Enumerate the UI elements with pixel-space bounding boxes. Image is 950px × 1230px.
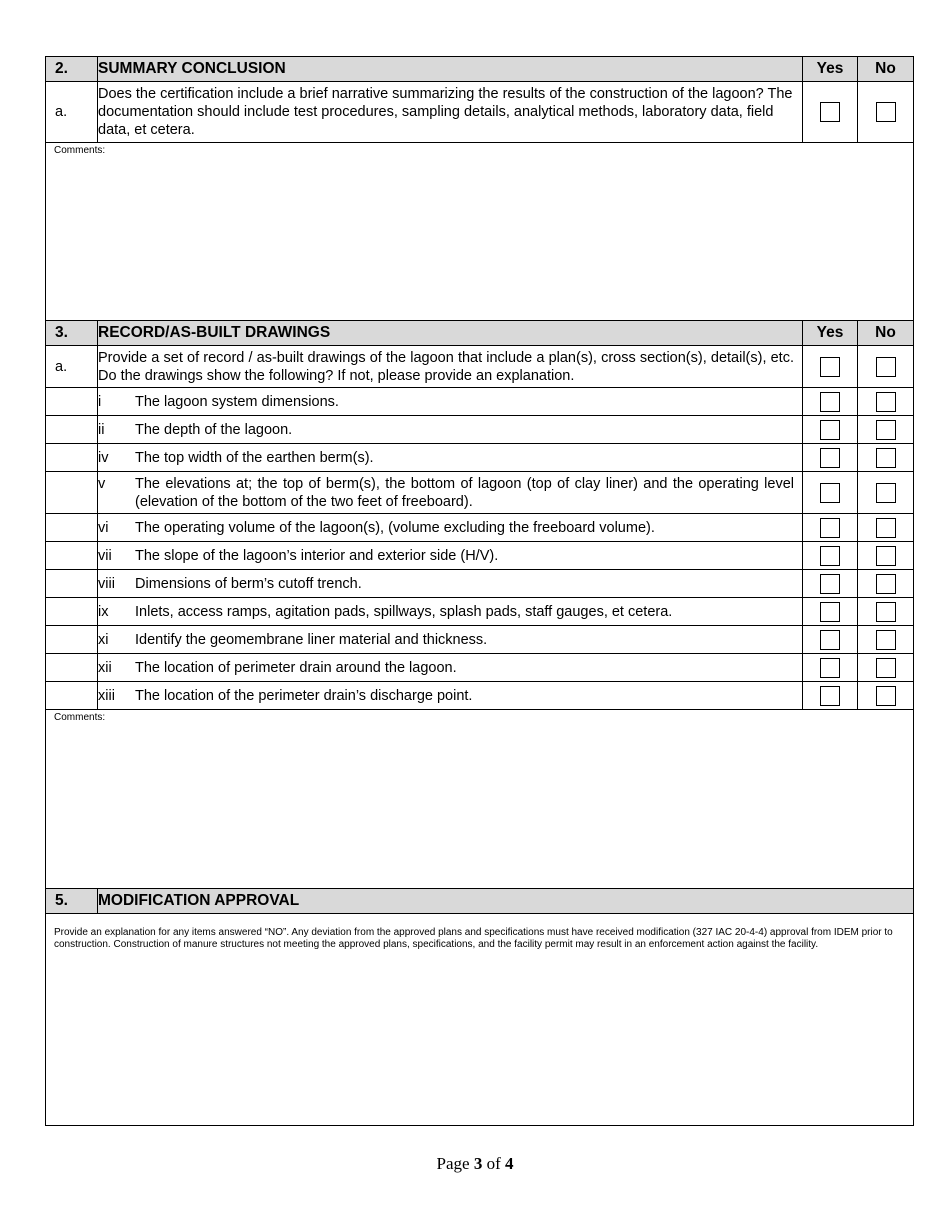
no-checkbox[interactable] bbox=[876, 574, 896, 594]
subitem-text: Dimensions of berm’s cutoff trench. bbox=[135, 575, 362, 592]
modification-instructions: Provide an explanation for any items answered “NO”. Any deviation from the approved plans and specifications must have received modification (327 IAC 20-4-4) approval from IDEM prior to construction. Construction of manure structures not meeting the approved plans, specifications, and the facility permit may result in an enforcement action against the facility. bbox=[54, 927, 893, 950]
of-word: of bbox=[486, 1154, 501, 1173]
subitem-numeral: vii bbox=[98, 547, 112, 564]
section-number: 3. bbox=[46, 321, 98, 346]
section-number: 2. bbox=[46, 57, 98, 82]
subitem-text: The lagoon system dimensions. bbox=[135, 393, 339, 410]
yes-checkbox[interactable] bbox=[820, 420, 840, 440]
section-number: 5. bbox=[46, 889, 98, 914]
no-checkbox[interactable] bbox=[876, 420, 896, 440]
no-column-header: No bbox=[858, 57, 914, 82]
no-checkbox[interactable] bbox=[876, 630, 896, 650]
subitem-text: Inlets, access ramps, agitation pads, spillways, splash pads, staff gauges, et cetera. bbox=[135, 603, 673, 620]
subitem-numeral: ii bbox=[98, 421, 105, 438]
subitem-numeral: viii bbox=[98, 575, 115, 592]
subitem-text: Identify the geomembrane liner material and thickness. bbox=[135, 631, 488, 648]
subitem-numeral: i bbox=[98, 393, 102, 410]
subitem-numeral: ix bbox=[98, 603, 109, 620]
yes-checkbox[interactable] bbox=[820, 546, 840, 566]
section-title: SUMMARY CONCLUSION bbox=[98, 57, 803, 82]
subitem-text: The operating volume of the lagoon(s), (volume excluding the freeboard volume). bbox=[135, 519, 655, 536]
subitem-row bbox=[46, 472, 914, 514]
section-3-header bbox=[46, 321, 914, 346]
comments-field[interactable] bbox=[46, 710, 914, 889]
yes-column-header: Yes bbox=[803, 321, 858, 346]
subitem-numeral: vi bbox=[98, 519, 109, 536]
yes-checkbox[interactable] bbox=[820, 483, 840, 503]
subitem-numeral: xiii bbox=[98, 687, 115, 704]
no-checkbox[interactable] bbox=[876, 658, 896, 678]
yes-checkbox[interactable] bbox=[820, 357, 840, 377]
yes-checkbox[interactable] bbox=[820, 686, 840, 706]
subitem-numeral: xi bbox=[98, 631, 109, 648]
subitem-text: The top width of the earthen berm(s). bbox=[135, 449, 374, 466]
subitem-row bbox=[46, 444, 914, 472]
subitem-row bbox=[46, 654, 914, 682]
yes-checkbox[interactable] bbox=[820, 392, 840, 412]
question-text: Provide a set of record / as-built drawings of the lagoon that include a plan(s), cross section(s), detail(s), etc. Do the drawings show the following? If not, please provide an explanation. bbox=[98, 346, 803, 388]
page-number: 3 bbox=[473, 1154, 483, 1173]
subitem-numeral: iv bbox=[98, 449, 109, 466]
subitem-row bbox=[46, 626, 914, 654]
page-footer bbox=[0, 1154, 950, 1174]
section-title: MODIFICATION APPROVAL bbox=[98, 889, 914, 914]
no-checkbox[interactable] bbox=[876, 102, 896, 122]
yes-checkbox[interactable] bbox=[820, 602, 840, 622]
yes-checkbox[interactable] bbox=[820, 658, 840, 678]
yes-checkbox[interactable] bbox=[820, 448, 840, 468]
no-checkbox[interactable] bbox=[876, 392, 896, 412]
no-checkbox[interactable] bbox=[876, 686, 896, 706]
question-text: Does the certification include a brief narrative summarizing the results of the construction of the lagoon? The documentation should include test procedures, sampling details, analytical methods, laboratory data, field data, et cetera. bbox=[98, 82, 803, 143]
inspection-form-table bbox=[45, 56, 914, 1126]
no-checkbox[interactable] bbox=[876, 602, 896, 622]
section-5-body bbox=[46, 914, 914, 1126]
subitem-row bbox=[46, 570, 914, 598]
page-word: Page bbox=[436, 1154, 470, 1173]
no-column-header: No bbox=[858, 321, 914, 346]
section-title: RECORD/AS-BUILT DRAWINGS bbox=[98, 321, 803, 346]
yes-checkbox[interactable] bbox=[820, 630, 840, 650]
section-5-header bbox=[46, 889, 914, 914]
subitem-text: The location of perimeter drain around the lagoon. bbox=[135, 659, 457, 676]
subitem-text: The depth of the lagoon. bbox=[135, 421, 293, 438]
modification-explanation-field[interactable] bbox=[46, 914, 914, 1126]
no-checkbox[interactable] bbox=[876, 518, 896, 538]
item-letter: a. bbox=[46, 346, 98, 388]
yes-column-header: Yes bbox=[803, 57, 858, 82]
item-letter: a. bbox=[46, 82, 98, 143]
comments-field[interactable] bbox=[46, 143, 914, 321]
no-checkbox[interactable] bbox=[876, 546, 896, 566]
subitem-text: The location of the perimeter drain’s discharge point. bbox=[135, 687, 473, 704]
subitem-row bbox=[46, 598, 914, 626]
yes-checkbox[interactable] bbox=[820, 102, 840, 122]
subitem-numeral: xii bbox=[98, 659, 112, 676]
subitem-numeral: v bbox=[98, 475, 106, 492]
subitem-row bbox=[46, 416, 914, 444]
section-2-header bbox=[46, 57, 914, 82]
yes-checkbox[interactable] bbox=[820, 518, 840, 538]
section-3-comments bbox=[46, 710, 914, 889]
section-2-item-a bbox=[46, 82, 914, 143]
subitem-text: The elevations at; the top of berm(s), the bottom of lagoon (top of clay liner) and the operating level (elevation of the bottom of the two feet of freeboard). bbox=[135, 475, 794, 510]
subitem-row bbox=[46, 388, 914, 416]
subitem-text: The slope of the lagoon’s interior and exterior side (H/V). bbox=[135, 547, 499, 564]
section-2-comments bbox=[46, 143, 914, 321]
subitem-row bbox=[46, 514, 914, 542]
no-checkbox[interactable] bbox=[876, 357, 896, 377]
subitem-row bbox=[46, 542, 914, 570]
total-pages: 4 bbox=[504, 1154, 514, 1173]
comments-label: Comments: bbox=[54, 712, 106, 723]
subitem-row bbox=[46, 682, 914, 710]
no-checkbox[interactable] bbox=[876, 448, 896, 468]
comments-label: Comments: bbox=[54, 145, 106, 156]
yes-checkbox[interactable] bbox=[820, 574, 840, 594]
no-checkbox[interactable] bbox=[876, 483, 896, 503]
section-3-item-a bbox=[46, 346, 914, 388]
